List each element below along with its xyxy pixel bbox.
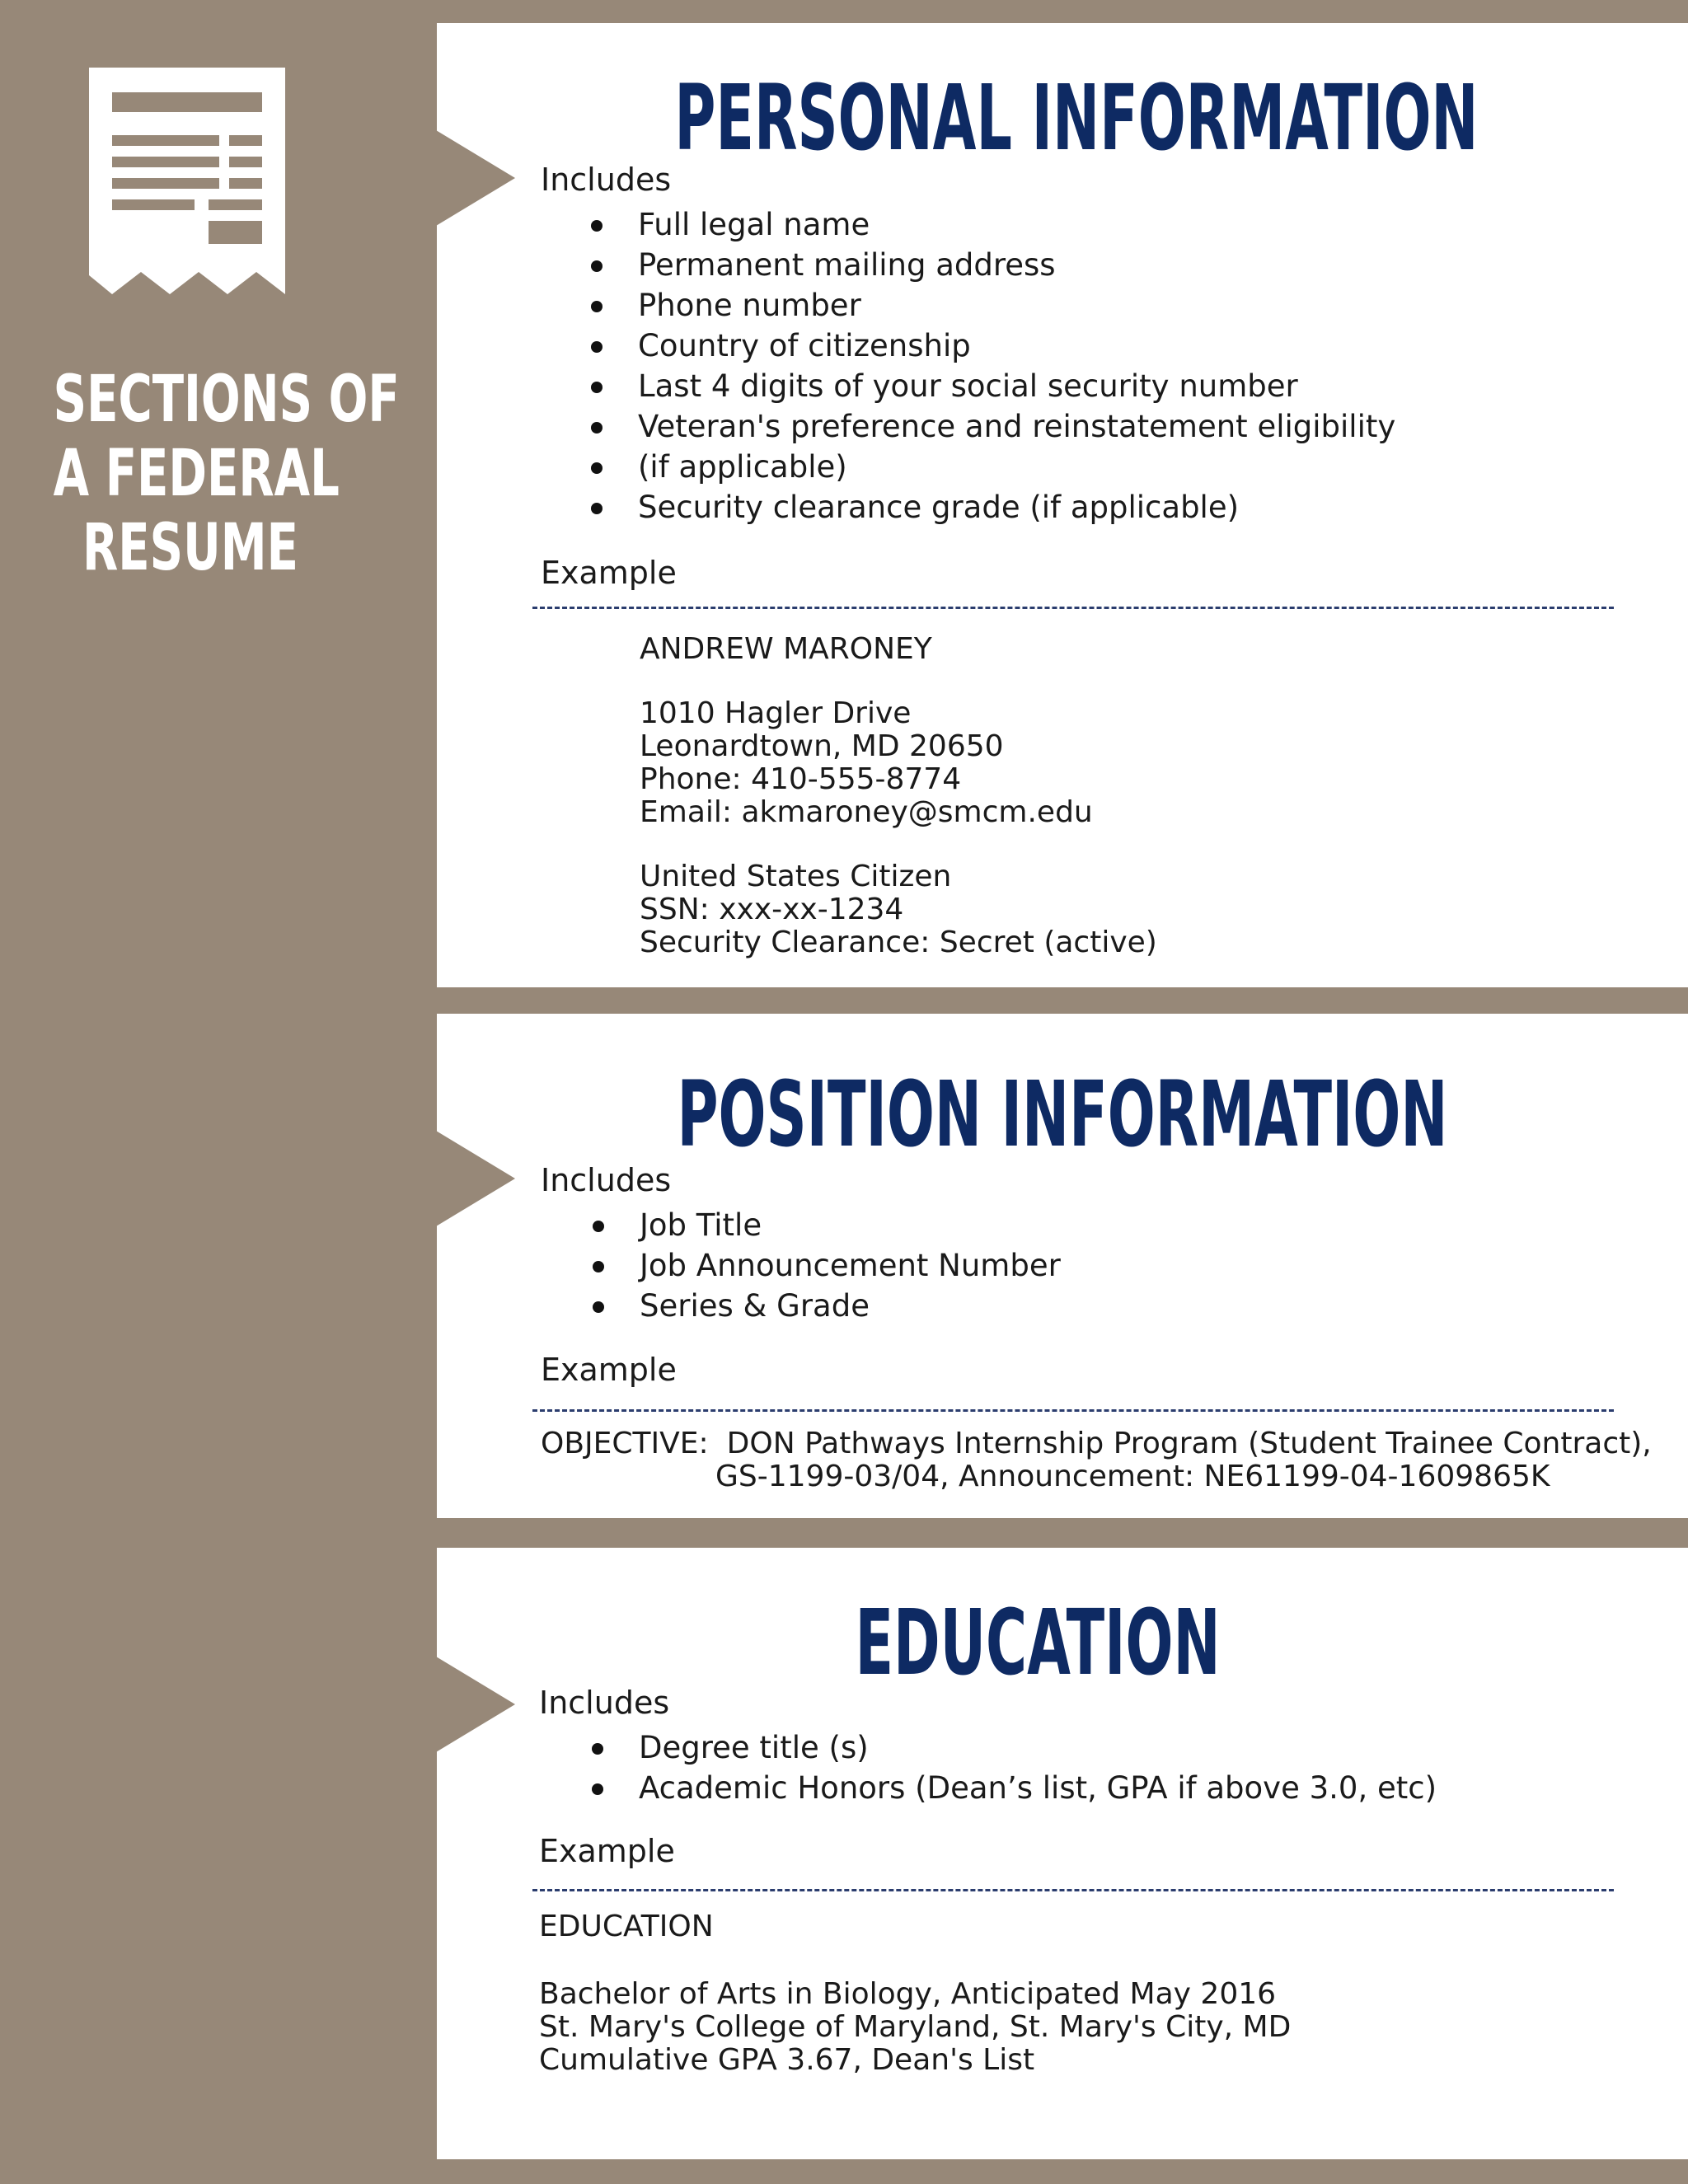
sidebar-title-line: SECTIONS OF [53,363,400,437]
list-item: Degree title (s) [639,1727,1437,1768]
example-line: GS-1199-03/04, Announcement: NE61199-04-1609865K [715,1460,1550,1493]
list-item: Country of citizenship [638,326,1395,366]
list-item: Security clearance grade (if applicable) [638,487,1395,527]
objective-label: OBJECTIVE: [541,1427,709,1460]
bullet-icon [591,503,603,514]
education-heading: EDUCATION [855,1590,1221,1695]
list-item: Job Announcement Number [640,1245,1061,1286]
includes-list [638,204,1395,527]
bullet-icon [591,260,603,272]
list-item: Permanent mailing address [638,245,1395,285]
includes-label: Includes [541,162,672,198]
bullet-icon [593,1301,604,1313]
position-example [541,1427,1652,1493]
list-item: Series & Grade [640,1286,1061,1326]
example-name: ANDREW MARONEY [640,632,932,666]
panel-pointer [436,130,515,226]
list-item: (if applicable) [638,447,1395,487]
document-list-icon [89,68,285,298]
includes-list [639,1727,1437,1808]
dashed-divider [532,607,1614,609]
bullet-icon [592,1783,603,1795]
personal-information-panel [437,23,1688,987]
list-item: Academic Honors (Dean’s list, GPA if above 3.0, etc) [639,1768,1437,1808]
example-line: Phone: 410-555-8774 [640,762,962,796]
list-item: Last 4 digits of your social security number [638,366,1395,406]
example-line: Email: akmaroney@smcm.edu [640,795,1093,829]
bullet-icon [591,301,603,312]
education-example [539,1910,1291,2077]
bullet-icon [591,341,603,353]
sidebar [0,0,437,2184]
example-title: EDUCATION [539,1910,714,1943]
example-line: St. Mary's College of Maryland, St. Mary's City, MD [539,2010,1292,2044]
bullet-icon [592,1743,603,1755]
example-label: Example [541,555,677,591]
sidebar-title [53,363,400,585]
bullet-icon [591,220,603,232]
bullet-icon [591,382,603,393]
includes-label: Includes [539,1685,670,1721]
sidebar-title-line: RESUME [82,511,298,585]
bullet-icon [593,1261,604,1272]
list-item: Full legal name [638,204,1395,245]
example-line: DON Pathways Internship Program (Student Trainee Contract), [726,1427,1652,1460]
panel-pointer [436,1657,515,1752]
panel-pointer [436,1131,515,1226]
list-item: Phone number [638,285,1395,326]
example-label: Example [541,1352,677,1388]
example-line: Cumulative GPA 3.67, Dean's List [539,2043,1035,2077]
education-panel [437,1548,1688,2159]
example-line: Bachelor of Arts in Biology, Anticipated May 2016 [539,1977,1277,2011]
example-line: United States Citizen [640,860,952,893]
position-information-panel [437,1014,1688,1518]
example-line: SSN: xxx-xx-1234 [640,893,904,926]
bullet-icon [591,462,603,474]
includes-label: Includes [541,1162,672,1198]
list-item: Job Title [640,1205,1061,1245]
position-information-heading: POSITION INFORMATION [677,1062,1448,1167]
includes-list [640,1205,1061,1326]
personal-information-heading: PERSONAL INFORMATION [674,65,1479,171]
example-line: Leonardtown, MD 20650 [640,729,1004,763]
personal-example [640,633,1157,959]
bullet-icon [591,422,603,434]
example-line: Security Clearance: Secret (active) [640,926,1157,959]
dashed-divider [532,1409,1614,1412]
dashed-divider [532,1889,1614,1891]
sidebar-title-line: A FEDERAL [53,437,340,511]
bullet-icon [593,1221,604,1232]
example-line: 1010 Hagler Drive [640,696,912,730]
example-label: Example [539,1833,675,1869]
list-item: Veteran's preference and reinstatement eligibility [638,406,1395,447]
